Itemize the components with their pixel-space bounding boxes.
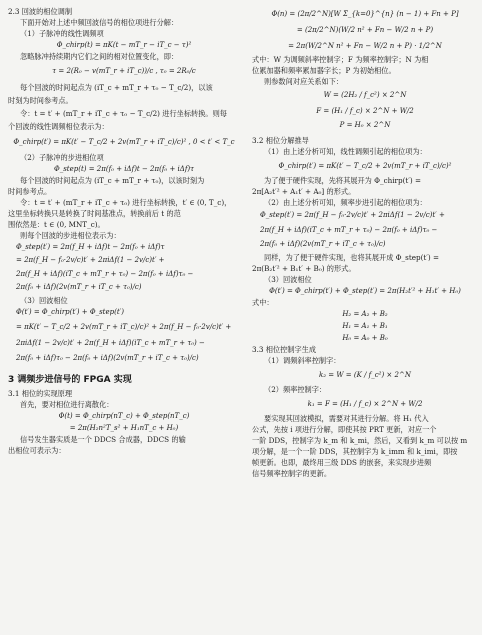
equation: Φ_step(t′) = 2π(f_H − f₀·2v/c)t′ + 2πiΔf(1 − 2v/c)t′ + [260,211,445,219]
section-3-1-heading: 3.1 相位的实现原理 [8,389,73,398]
paragraph: 式中： [252,298,274,307]
equation: Φ(t) = Φ_chirp(nT_c) + Φ_step(nT_c) [58,412,190,420]
list-item: （3）回波相位 [20,296,68,305]
equation: 2π(f₀ + iΔf)τ₀ − 2π(f₀ + iΔf)(2v(mT_r + iT_c + τ₀)/c) [16,354,199,362]
equation: Φ_step(t′) = 2π(f_H + iΔf)t − 2π(f₀ + iΔf)τ [16,243,165,251]
equation: Φ_chirp(t) = πK(t − mT_r − iT_c − τ)² [56,41,192,49]
list-item: （2）子脉冲的步进相位项 [20,153,104,162]
paragraph: 要实现其回波模拟，需要对其进行分解。将 H₁ 代入 [264,414,429,423]
paragraph: 2π(B₂t′² + B₁t′ + B₀) 的形式。 [252,264,356,273]
equation: Φ(n) = (2π/2^N)[W Σ_{k=0}^{n} (n − 1) + Fn + P] [271,10,459,18]
paragraph: 同样，为了便于硬件实现，也将其展开成 Φ_step(t′) = [264,253,440,262]
paragraph: 时间参考点。 [8,187,52,196]
paragraph: 2π[A₂t′² + A₁t′ + A₀] 的形式。 [252,187,356,196]
equation: H₀ = A₀ + B₀ [342,334,388,342]
list-item: （1）子脉冲的线性调频项 [20,29,104,38]
paragraph: （1）由上述分析可知，线性调频引起的相位项为： [264,147,427,156]
paragraph: 位累加器和频率累加器字长；P 为初始相位。 [252,66,396,75]
equation: = 2π(H₂n²T_s² + H₁nT_c + H₀) [69,424,179,432]
equation: 2π(f₀ + iΔf)(2v(mT_r + iT_c + τ₀)/c) [260,240,386,248]
left-column [8,6,240,456]
equation: Φ_step(t) = 2π(f₀ + iΔf)t − 2π(f₀ + iΔf)τ [53,165,195,173]
paragraph: 信号频率控制字的更新。 [252,469,332,478]
equation: 2π(f_H + iΔf)(iT_c + mT_r + τ₀) − 2π(f₀ + iΔf)τ₀ − [260,226,438,234]
paragraph: 令：t = t′ + (mT_r + iT_c + τ₀ − T_c/2) 进行坐标转换。则每 [20,109,227,118]
equation: 2π(f_H + iΔf)(iT_c + mT_r + τ₀) − 2π(f₀ + iΔf)τ₀ − [16,270,194,278]
paragraph: 出相位可表示为： [8,446,66,455]
paragraph: 个回波的线性调频相位表示为： [8,122,109,131]
paragraph: 时刻为时间参考点。 [8,96,73,105]
list-item: （1）调频斜率控制字： [264,356,341,365]
paragraph: 围依然是：t ∈ (0, MNT_c)。 [8,220,105,229]
section-2-3-heading: 2.3 回波的相位调制 [8,7,73,16]
equation: 2π(f₀ + iΔf)(2v(mT_r + iT_c + τ₀)/c) [16,283,142,291]
paragraph: 每个回波的时间起点为 (iT_c + mT_r + τ₀ − T_c/2)，以该 [20,83,213,92]
paragraph: 则每个回波的步进相位表示为： [20,231,121,240]
equation: Φ(t′) = Φ_chirp(t′) + Φ_step(t′) [16,308,124,316]
paragraph: 式中：W 为调频斜率控制字；F 为频率控制字；N 为相 [252,55,429,64]
equation: F = (H₁ / f_c) × 2^N + W/2 [316,107,414,115]
section-3-2-heading: 3.2 相位分解推导 [252,136,309,145]
paragraph: （2）由上述分析可知，频率步进引起的相位项为： [264,198,427,207]
paragraph: 令：t = t′ + (mT_r + iT_c + τ₀) 进行坐标转换，t′ ∈ (0, T_c)， [20,198,232,207]
paragraph: 信号发生器实质是一个 DDCS 合成器，DDCS 的输 [20,435,186,444]
equation: k₁ = F = (H₁ / f_c) × 2^N + W/2 [307,400,423,408]
equation: Φ(t′) = Φ_chirp(t′) + Φ_step(t′) = 2π(H₂t′² + H₁t′ + H₀) [269,287,461,295]
paragraph: 每个回波的时间起点为 (iT_c + mT_r + τ₀)，以该时刻为 [20,176,205,185]
section-3-3-heading: 3.3 相位控制字生成 [252,345,317,354]
equation: 2πiΔf(1 − 2v/c)t′ + 2π(f_H + iΔf)(iT_c + mT_r + τ₀) − [16,339,205,347]
equation: Φ_chirp(t′) = πK(t′ − T_c/2 + 2v(mT_r + iT_c)/c)² , 0 < t′ < T_c [13,138,235,146]
equation: k₂ = W = (K / f_c²) × 2^N [319,371,411,379]
equation: P = H₀ × 2^N [339,121,391,129]
right-column [252,6,478,479]
paragraph: 公式，先按 i 项进行分解，即使其按 PRT 更新，对应一个 [252,425,437,434]
equation: H₂ = A₂ + B₂ [342,310,388,318]
list-item: （3）回波相位 [264,275,312,284]
paragraph: 首先，要对相位进行离散化： [20,400,114,409]
equation: = (2π/2^N)(W/2 n² + Fn − W/2 n + P) [296,26,434,34]
equation: τ = 2(R₀ − v(mT_r + iT_c))/c , τ₀ = 2R₀/c [52,67,196,75]
paragraph: 为了便于硬件实现，先将其展开为 Φ_chirp(t′) = [264,176,422,185]
equation: = 2π(W/2^N n² + Fn − W/2 n + P) · 1/2^N [288,42,442,50]
paragraph: 则参数间对应关系如下： [264,77,344,86]
paragraph: 忽略脉冲持续期内它们之间的相对位置变化，即： [20,52,179,61]
section-3-heading: 3 调频步进信号的 FPGA 实现 [8,375,132,385]
paragraph: 帧更新。也即，最终用三级 DDS 的嵌套，来实现步进频 [252,458,432,467]
list-item: （2）频率控制字： [264,385,327,394]
equation: H₁ = A₁ + B₁ [342,322,388,330]
paragraph: 这里坐标转换只是转换了时间基准点，转换前后 t 的范 [8,209,181,218]
paragraph: 一阶 DDS，控制字为 k_m 和 k_mi，然后，又看到 k_m 可以按 m [252,436,468,445]
equation: W = (2H₂ / f_c²) × 2^N [323,91,407,99]
paragraph: 下面开始对上述中频回波信号的相位项进行分解： [20,18,179,27]
paragraph: 项分解，是一个一阶 DDS，其控制字为 k_imm 和 k_imi，即按 [252,447,458,456]
equation: = πK(t′ − T_c/2 + 2v(mT_r + iT_c)/c)² + 2π(f_H − f₀·2v/c)t′ + [16,323,232,331]
equation: = 2π(f_H − f₀·2v/c)t′ + 2πiΔf(1 − 2v/c)t′ + [16,256,165,264]
equation: Φ_chirp(t′) = πK(t′ − T_c/2 + 2v(mT_r + iT_c)/c)² [278,162,452,170]
